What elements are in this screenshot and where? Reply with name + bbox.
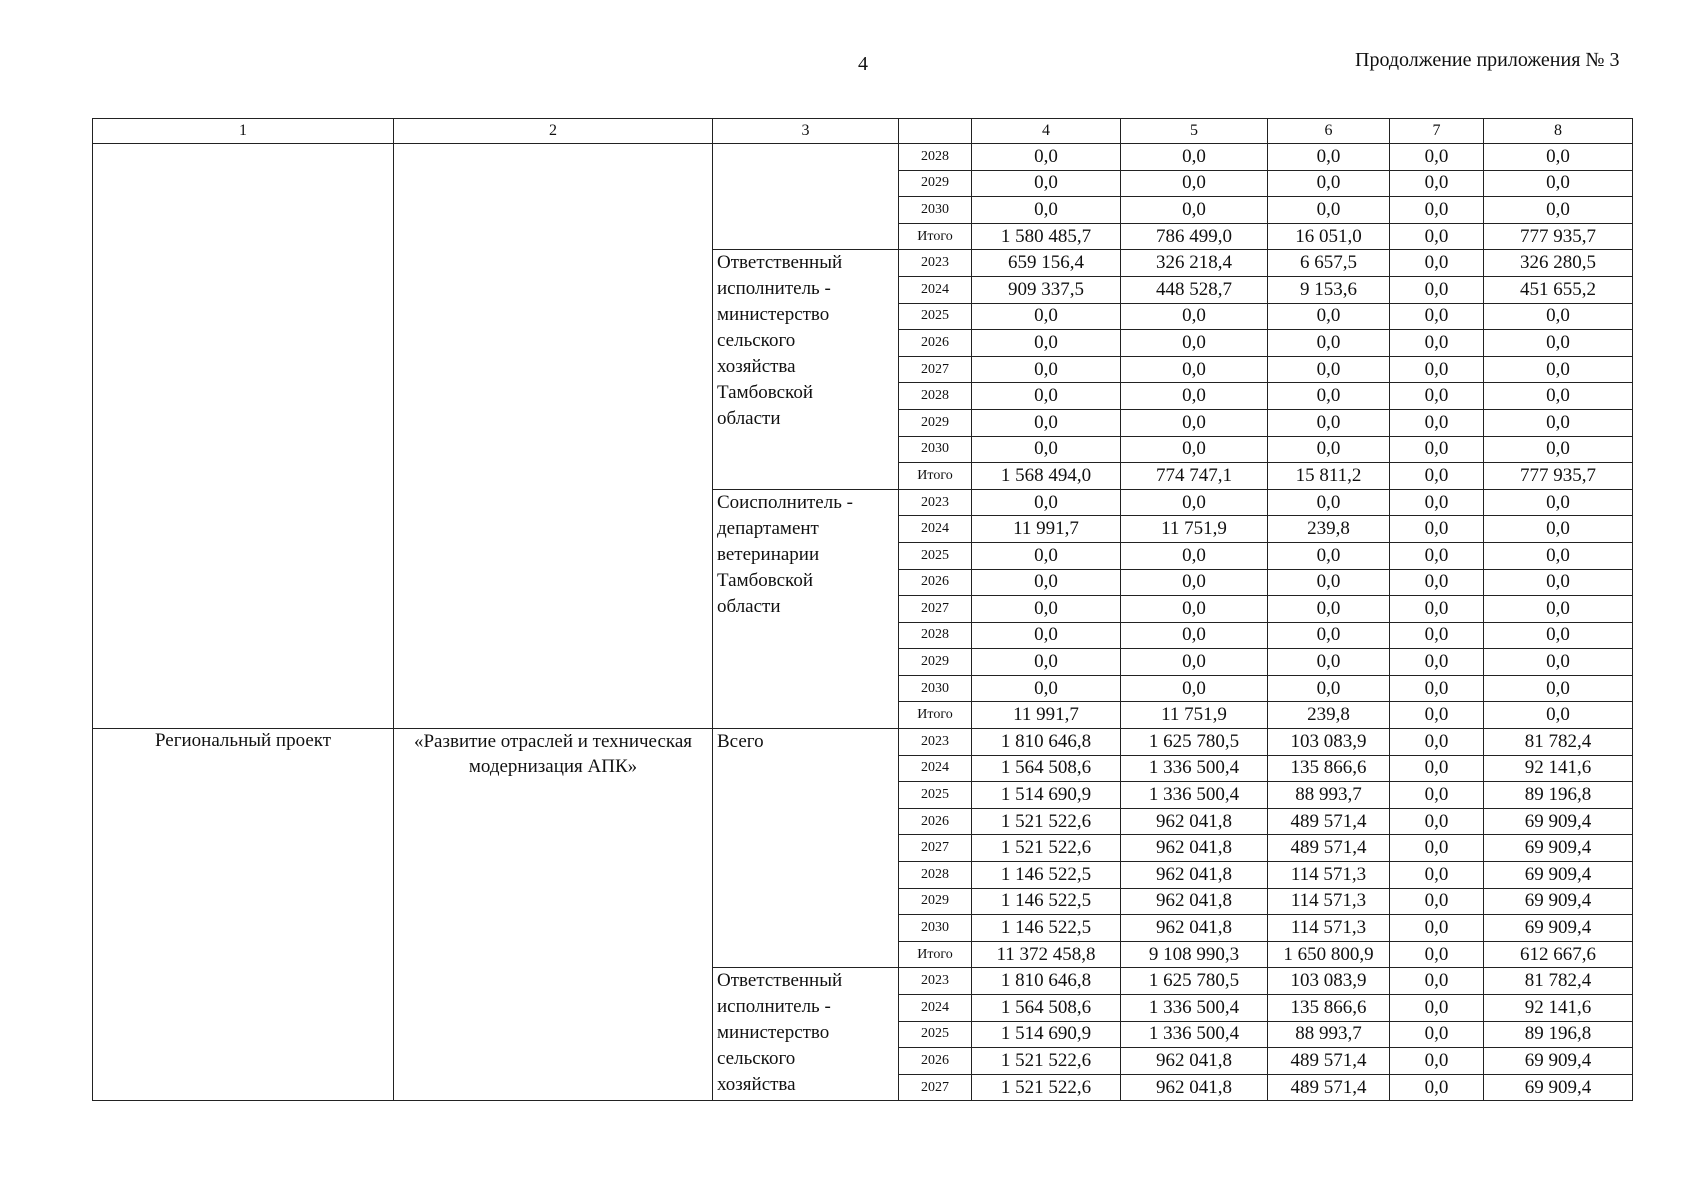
year-cell: 2027 <box>899 835 972 862</box>
year-cell: 2025 <box>899 782 972 809</box>
value-cell-col8: 0,0 <box>1484 596 1633 623</box>
value-cell-col7: 0,0 <box>1390 649 1484 676</box>
value-cell-col4: 1 521 522,6 <box>972 835 1121 862</box>
value-cell-col7: 0,0 <box>1390 862 1484 889</box>
executor-line: Тамбовской <box>717 569 813 591</box>
value-cell-col4: 1 146 522,5 <box>972 888 1121 915</box>
value-cell-col6: 103 083,9 <box>1268 729 1390 756</box>
value-cell-col5: 0,0 <box>1121 383 1268 410</box>
value-cell-col8: 69 909,4 <box>1484 1074 1633 1101</box>
value-cell-col8: 612 667,6 <box>1484 941 1633 968</box>
year-cell: 2027 <box>899 596 972 623</box>
value-cell-col7: 0,0 <box>1390 197 1484 224</box>
year-cell: 2023 <box>899 250 972 277</box>
value-cell-col6: 135 866,6 <box>1268 755 1390 782</box>
value-cell-col5: 11 751,9 <box>1121 702 1268 729</box>
value-cell-col8: 0,0 <box>1484 675 1633 702</box>
year-cell: 2024 <box>899 516 972 543</box>
executor-cell <box>713 489 899 728</box>
value-cell-col6: 0,0 <box>1268 356 1390 383</box>
value-cell-col5: 962 041,8 <box>1121 915 1268 942</box>
page-number: 4 <box>858 53 868 75</box>
executor-line: министерство <box>717 304 830 326</box>
year-cell: 2028 <box>899 383 972 410</box>
header-cell-5: 4 <box>972 119 1121 144</box>
value-cell-col4: 0,0 <box>972 170 1121 197</box>
year-cell: 2026 <box>899 808 972 835</box>
value-cell-col7: 0,0 <box>1390 516 1484 543</box>
executor-line: области <box>717 408 781 430</box>
value-cell-col4: 11 372 458,8 <box>972 941 1121 968</box>
value-cell-col8: 777 935,7 <box>1484 223 1633 250</box>
value-cell-col5: 1 336 500,4 <box>1121 995 1268 1022</box>
value-cell-col4: 0,0 <box>972 197 1121 224</box>
value-cell-col5: 962 041,8 <box>1121 835 1268 862</box>
year-cell: 2030 <box>899 197 972 224</box>
value-cell-col7: 0,0 <box>1390 782 1484 809</box>
value-cell-col5: 0,0 <box>1121 489 1268 516</box>
value-cell-col4: 0,0 <box>972 144 1121 171</box>
value-cell-col5: 962 041,8 <box>1121 888 1268 915</box>
year-cell: 2028 <box>899 144 972 171</box>
value-cell-col7: 0,0 <box>1390 1074 1484 1101</box>
value-cell-col8: 0,0 <box>1484 356 1633 383</box>
value-cell-col4: 0,0 <box>972 383 1121 410</box>
value-cell-col6: 239,8 <box>1268 516 1390 543</box>
value-cell-col8: 0,0 <box>1484 409 1633 436</box>
year-cell: Итого <box>899 941 972 968</box>
executor-line: хозяйства <box>717 1074 796 1096</box>
value-cell-col7: 0,0 <box>1390 622 1484 649</box>
value-cell-col4: 1 514 690,9 <box>972 1021 1121 1048</box>
header-cell-3: 3 <box>713 119 899 144</box>
executor-line: министерство <box>717 1022 830 1044</box>
value-cell-col7: 0,0 <box>1390 276 1484 303</box>
value-cell-col5: 0,0 <box>1121 170 1268 197</box>
value-cell-col4: 0,0 <box>972 542 1121 569</box>
value-cell-col5: 0,0 <box>1121 303 1268 330</box>
value-cell-col5: 0,0 <box>1121 330 1268 357</box>
value-cell-col5: 774 747,1 <box>1121 463 1268 490</box>
value-cell-col8: 0,0 <box>1484 383 1633 410</box>
year-cell: Итого <box>899 223 972 250</box>
value-cell-col4: 1 564 508,6 <box>972 995 1121 1022</box>
appendix-continuation-note: Продолжение приложения № 3 <box>1355 49 1620 71</box>
value-cell-col8: 0,0 <box>1484 622 1633 649</box>
value-cell-col8: 89 196,8 <box>1484 1021 1633 1048</box>
executor-line: Всего <box>717 731 764 753</box>
value-cell-col8: 81 782,4 <box>1484 968 1633 995</box>
value-cell-col8: 451 655,2 <box>1484 276 1633 303</box>
value-cell-col5: 1 336 500,4 <box>1121 782 1268 809</box>
value-cell-col7: 0,0 <box>1390 569 1484 596</box>
value-cell-col8: 69 909,4 <box>1484 835 1633 862</box>
value-cell-col6: 114 571,3 <box>1268 888 1390 915</box>
value-cell-col4: 1 521 522,6 <box>972 1074 1121 1101</box>
value-cell-col6: 0,0 <box>1268 330 1390 357</box>
executor-line: ветеринарии <box>717 543 820 565</box>
value-cell-col4: 0,0 <box>972 330 1121 357</box>
value-cell-col5: 962 041,8 <box>1121 1074 1268 1101</box>
executor-line: Тамбовской <box>717 382 813 404</box>
value-cell-col6: 88 993,7 <box>1268 1021 1390 1048</box>
year-cell: 2028 <box>899 622 972 649</box>
value-cell-col6: 0,0 <box>1268 675 1390 702</box>
value-cell-col6: 0,0 <box>1268 542 1390 569</box>
value-cell-col4: 0,0 <box>972 596 1121 623</box>
year-cell: 2028 <box>899 862 972 889</box>
value-cell-col6: 135 866,6 <box>1268 995 1390 1022</box>
value-cell-col4: 0,0 <box>972 436 1121 463</box>
value-cell-col4: 0,0 <box>972 409 1121 436</box>
value-cell-col7: 0,0 <box>1390 542 1484 569</box>
year-cell: Итого <box>899 463 972 490</box>
value-cell-col7: 0,0 <box>1390 729 1484 756</box>
value-cell-col5: 1 336 500,4 <box>1121 1021 1268 1048</box>
year-cell: Итого <box>899 702 972 729</box>
value-cell-col7: 0,0 <box>1390 383 1484 410</box>
value-cell-col6: 0,0 <box>1268 489 1390 516</box>
program-name-cell: «Развитие отраслей и техническая модернизация АПК» <box>394 729 713 1101</box>
year-cell: 2029 <box>899 888 972 915</box>
executor-line: департамент <box>717 517 819 539</box>
value-cell-col8: 0,0 <box>1484 702 1633 729</box>
value-cell-col5: 0,0 <box>1121 649 1268 676</box>
value-cell-col6: 489 571,4 <box>1268 835 1390 862</box>
value-cell-col6: 0,0 <box>1268 197 1390 224</box>
year-cell: 2026 <box>899 1048 972 1075</box>
value-cell-col6: 9 153,6 <box>1268 276 1390 303</box>
year-cell: 2029 <box>899 649 972 676</box>
value-cell-col8: 0,0 <box>1484 170 1633 197</box>
value-cell-col6: 0,0 <box>1268 170 1390 197</box>
value-cell-col4: 0,0 <box>972 303 1121 330</box>
value-cell-col7: 0,0 <box>1390 409 1484 436</box>
value-cell-col5: 0,0 <box>1121 542 1268 569</box>
program-type-cell <box>93 144 394 729</box>
value-cell-col4: 1 580 485,7 <box>972 223 1121 250</box>
value-cell-col6: 0,0 <box>1268 622 1390 649</box>
value-cell-col6: 0,0 <box>1268 649 1390 676</box>
year-cell: 2027 <box>899 1074 972 1101</box>
value-cell-col5: 0,0 <box>1121 197 1268 224</box>
value-cell-col7: 0,0 <box>1390 330 1484 357</box>
year-cell: 2024 <box>899 755 972 782</box>
year-cell: 2024 <box>899 995 972 1022</box>
value-cell-col7: 0,0 <box>1390 888 1484 915</box>
value-cell-col5: 0,0 <box>1121 356 1268 383</box>
value-cell-col8: 0,0 <box>1484 144 1633 171</box>
value-cell-col8: 0,0 <box>1484 197 1633 224</box>
value-cell-col7: 0,0 <box>1390 489 1484 516</box>
value-cell-col6: 88 993,7 <box>1268 782 1390 809</box>
value-cell-col4: 1 568 494,0 <box>972 463 1121 490</box>
header-cell-8: 7 <box>1390 119 1484 144</box>
value-cell-col8: 0,0 <box>1484 489 1633 516</box>
value-cell-col6: 16 051,0 <box>1268 223 1390 250</box>
value-cell-col5: 962 041,8 <box>1121 808 1268 835</box>
value-cell-col6: 1 650 800,9 <box>1268 941 1390 968</box>
value-cell-col6: 489 571,4 <box>1268 808 1390 835</box>
header-cell-2: 2 <box>394 119 713 144</box>
header-cell-4 <box>899 119 972 144</box>
value-cell-col7: 0,0 <box>1390 144 1484 171</box>
value-cell-col4: 1 810 646,8 <box>972 729 1121 756</box>
value-cell-col4: 0,0 <box>972 649 1121 676</box>
value-cell-col8: 69 909,4 <box>1484 1048 1633 1075</box>
value-cell-col4: 1 521 522,6 <box>972 1048 1121 1075</box>
year-cell: 2030 <box>899 436 972 463</box>
value-cell-col7: 0,0 <box>1390 835 1484 862</box>
value-cell-col5: 0,0 <box>1121 596 1268 623</box>
value-cell-col4: 11 991,7 <box>972 702 1121 729</box>
value-cell-col5: 0,0 <box>1121 569 1268 596</box>
year-cell: 2024 <box>899 276 972 303</box>
budget-table <box>92 118 1633 1101</box>
value-cell-col4: 1 810 646,8 <box>972 968 1121 995</box>
value-cell-col4: 1 514 690,9 <box>972 782 1121 809</box>
value-cell-col8: 0,0 <box>1484 649 1633 676</box>
value-cell-col7: 0,0 <box>1390 303 1484 330</box>
value-cell-col7: 0,0 <box>1390 675 1484 702</box>
executor-line: сельского <box>717 330 796 352</box>
value-cell-col8: 92 141,6 <box>1484 755 1633 782</box>
value-cell-col6: 114 571,3 <box>1268 862 1390 889</box>
value-cell-col5: 0,0 <box>1121 675 1268 702</box>
value-cell-col8: 69 909,4 <box>1484 915 1633 942</box>
value-cell-col6: 0,0 <box>1268 303 1390 330</box>
executor-line: Ответственный <box>717 252 843 274</box>
year-cell: 2027 <box>899 356 972 383</box>
value-cell-col7: 0,0 <box>1390 463 1484 490</box>
value-cell-col5: 9 108 990,3 <box>1121 941 1268 968</box>
value-cell-col5: 0,0 <box>1121 622 1268 649</box>
year-cell: 2030 <box>899 675 972 702</box>
value-cell-col4: 0,0 <box>972 489 1121 516</box>
year-cell: 2026 <box>899 569 972 596</box>
value-cell-col6: 114 571,3 <box>1268 915 1390 942</box>
value-cell-col6: 489 571,4 <box>1268 1048 1390 1075</box>
executor-cell <box>713 144 899 250</box>
value-cell-col7: 0,0 <box>1390 223 1484 250</box>
value-cell-col8: 92 141,6 <box>1484 995 1633 1022</box>
year-cell: 2029 <box>899 409 972 436</box>
value-cell-col7: 0,0 <box>1390 755 1484 782</box>
value-cell-col4: 0,0 <box>972 622 1121 649</box>
executor-line: Соисполнитель - <box>717 491 853 513</box>
value-cell-col5: 11 751,9 <box>1121 516 1268 543</box>
value-cell-col7: 0,0 <box>1390 250 1484 277</box>
value-cell-col4: 0,0 <box>972 675 1121 702</box>
value-cell-col6: 0,0 <box>1268 569 1390 596</box>
value-cell-col6: 6 657,5 <box>1268 250 1390 277</box>
year-cell: 2023 <box>899 729 972 756</box>
value-cell-col8: 89 196,8 <box>1484 782 1633 809</box>
value-cell-col7: 0,0 <box>1390 702 1484 729</box>
value-cell-col8: 69 909,4 <box>1484 808 1633 835</box>
value-cell-col5: 786 499,0 <box>1121 223 1268 250</box>
value-cell-col7: 0,0 <box>1390 1048 1484 1075</box>
table-row <box>93 729 1633 756</box>
value-cell-col5: 962 041,8 <box>1121 1048 1268 1075</box>
header-cell-1: 1 <box>93 119 394 144</box>
value-cell-col8: 0,0 <box>1484 542 1633 569</box>
value-cell-col4: 0,0 <box>972 356 1121 383</box>
value-cell-col6: 0,0 <box>1268 436 1390 463</box>
value-cell-col7: 0,0 <box>1390 436 1484 463</box>
year-cell: 2023 <box>899 489 972 516</box>
executor-cell <box>713 729 899 968</box>
executor-line: исполнитель - <box>717 278 831 300</box>
value-cell-col4: 1 521 522,6 <box>972 808 1121 835</box>
year-cell: 2030 <box>899 915 972 942</box>
value-cell-col8: 69 909,4 <box>1484 862 1633 889</box>
value-cell-col7: 0,0 <box>1390 995 1484 1022</box>
value-cell-col8: 0,0 <box>1484 516 1633 543</box>
value-cell-col8: 326 280,5 <box>1484 250 1633 277</box>
header-cell-7: 6 <box>1268 119 1390 144</box>
value-cell-col8: 69 909,4 <box>1484 888 1633 915</box>
executor-line: хозяйства <box>717 356 796 378</box>
year-cell: 2025 <box>899 542 972 569</box>
year-cell: 2023 <box>899 968 972 995</box>
value-cell-col8: 0,0 <box>1484 436 1633 463</box>
program-name-cell <box>394 144 713 729</box>
value-cell-col4: 659 156,4 <box>972 250 1121 277</box>
value-cell-col7: 0,0 <box>1390 915 1484 942</box>
value-cell-col4: 1 146 522,5 <box>972 915 1121 942</box>
table-row <box>93 144 1633 171</box>
header-cell-9: 8 <box>1484 119 1633 144</box>
value-cell-col7: 0,0 <box>1390 941 1484 968</box>
value-cell-col8: 0,0 <box>1484 303 1633 330</box>
value-cell-col5: 962 041,8 <box>1121 862 1268 889</box>
value-cell-col8: 0,0 <box>1484 330 1633 357</box>
value-cell-col4: 1 146 522,5 <box>972 862 1121 889</box>
value-cell-col8: 0,0 <box>1484 569 1633 596</box>
year-cell: 2026 <box>899 330 972 357</box>
value-cell-col5: 1 625 780,5 <box>1121 729 1268 756</box>
value-cell-col5: 326 218,4 <box>1121 250 1268 277</box>
value-cell-col6: 489 571,4 <box>1268 1074 1390 1101</box>
value-cell-col6: 15 811,2 <box>1268 463 1390 490</box>
value-cell-col6: 0,0 <box>1268 409 1390 436</box>
executor-line: исполнитель - <box>717 996 831 1018</box>
value-cell-col8: 777 935,7 <box>1484 463 1633 490</box>
value-cell-col6: 0,0 <box>1268 144 1390 171</box>
value-cell-col5: 1 625 780,5 <box>1121 968 1268 995</box>
executor-line: области <box>717 595 781 617</box>
year-cell: 2025 <box>899 1021 972 1048</box>
value-cell-col4: 909 337,5 <box>972 276 1121 303</box>
year-cell: 2025 <box>899 303 972 330</box>
value-cell-col7: 0,0 <box>1390 1021 1484 1048</box>
value-cell-col4: 1 564 508,6 <box>972 755 1121 782</box>
value-cell-col5: 448 528,7 <box>1121 276 1268 303</box>
value-cell-col6: 103 083,9 <box>1268 968 1390 995</box>
value-cell-col7: 0,0 <box>1390 170 1484 197</box>
value-cell-col6: 0,0 <box>1268 596 1390 623</box>
executor-line: Ответственный <box>717 970 843 992</box>
value-cell-col5: 0,0 <box>1121 144 1268 171</box>
year-cell: 2029 <box>899 170 972 197</box>
value-cell-col7: 0,0 <box>1390 808 1484 835</box>
value-cell-col5: 0,0 <box>1121 409 1268 436</box>
executor-cell <box>713 250 899 489</box>
value-cell-col8: 81 782,4 <box>1484 729 1633 756</box>
value-cell-col6: 0,0 <box>1268 383 1390 410</box>
value-cell-col4: 11 991,7 <box>972 516 1121 543</box>
value-cell-col7: 0,0 <box>1390 356 1484 383</box>
value-cell-col7: 0,0 <box>1390 968 1484 995</box>
executor-line: сельского <box>717 1048 796 1070</box>
value-cell-col5: 0,0 <box>1121 436 1268 463</box>
value-cell-col5: 1 336 500,4 <box>1121 755 1268 782</box>
value-cell-col7: 0,0 <box>1390 596 1484 623</box>
executor-cell <box>713 968 899 1101</box>
header-cell-6: 5 <box>1121 119 1268 144</box>
table-header-row <box>93 119 1633 144</box>
program-type-cell: Региональный проект <box>93 729 394 1101</box>
value-cell-col4: 0,0 <box>972 569 1121 596</box>
value-cell-col6: 239,8 <box>1268 702 1390 729</box>
